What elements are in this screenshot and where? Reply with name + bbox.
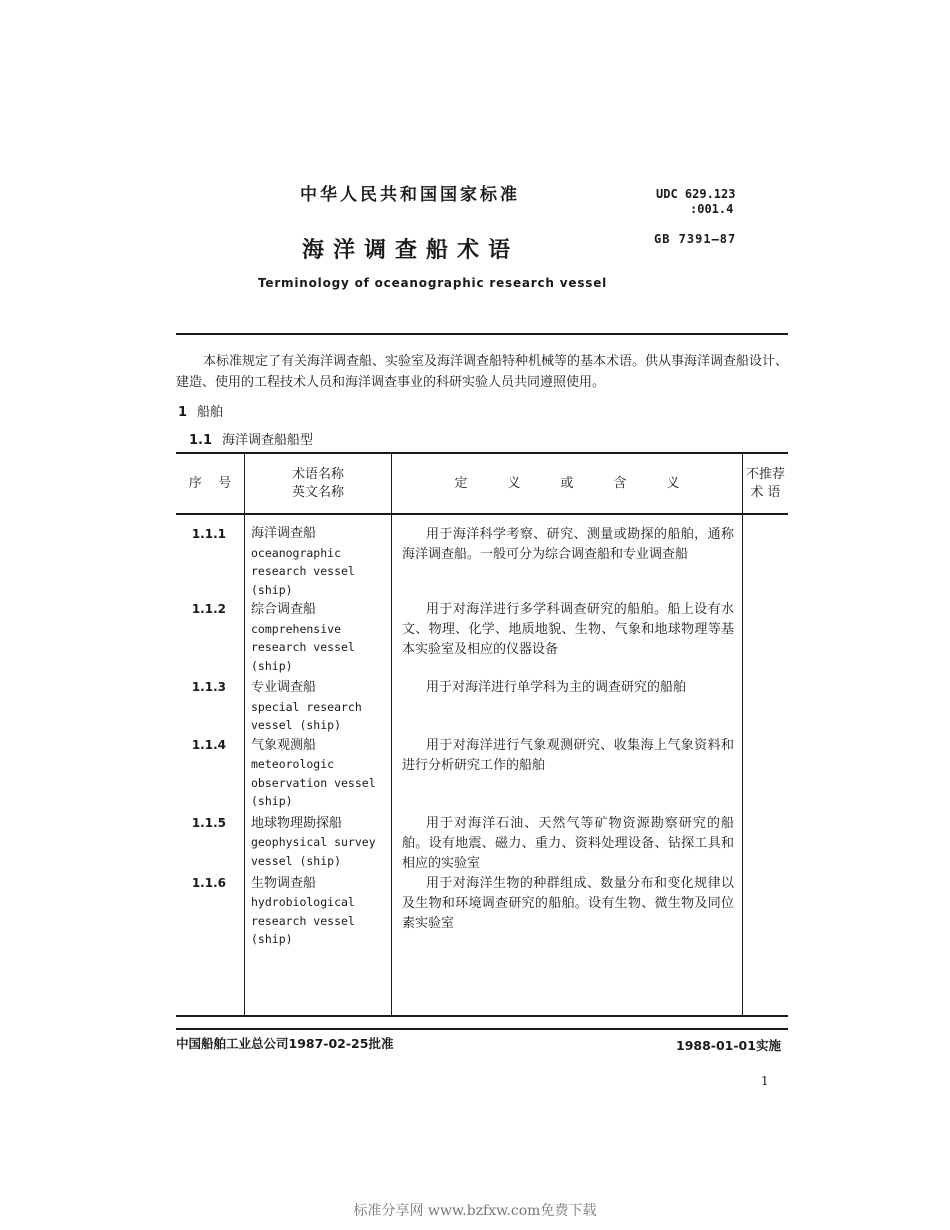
row-not-recommended (743, 814, 789, 874)
header-def-char-2: 义 (507, 475, 521, 491)
term-cn: 海洋调查船 (251, 526, 317, 541)
issuing-authority: 中华人民共和国国家标准 (300, 185, 520, 205)
section-1-1-heading (189, 429, 313, 448)
row-term (245, 814, 392, 874)
section-1-1-title: 海洋调查船船型 (222, 433, 314, 448)
row-definition: 用于海洋科学考察、研究、测量或勘探的船舶，通称海洋调查船。一般可分为综合调查船和专业调查船 (392, 514, 743, 600)
header-notrec-line-1: 不推荐 (745, 466, 785, 482)
table-row (176, 678, 788, 736)
row-definition: 用于对海洋进行单学科为主的调查研究的船舶 (392, 678, 743, 736)
term-en: special research vessel (ship) (251, 699, 362, 732)
row-not-recommended (743, 736, 789, 814)
header-term-cn: 术语名称 (291, 466, 344, 482)
term-cn: 专业调查船 (251, 680, 317, 695)
row-term (245, 514, 392, 600)
approval-statement: 中国船舶工业总公司1987-02-25批准 (176, 1036, 394, 1051)
term-en: geophysical survey vessel (ship) (251, 835, 376, 868)
udc-line-1: UDC 629.123 (656, 187, 736, 201)
document-title: 海洋调查船术语 (302, 238, 520, 263)
row-not-recommended (743, 600, 789, 678)
section-1-1-number: 1.1 (189, 433, 213, 448)
section-1-heading (178, 401, 223, 420)
document-title-en: Terminology of oceanographic research vessel (258, 276, 608, 290)
row-not-recommended (743, 874, 789, 1016)
row-number: 1.1.2 (191, 602, 226, 616)
header-def-char-4: 含 (613, 475, 627, 491)
header-notrec-line-2: 术 语 (750, 484, 781, 500)
header-def-char-3: 或 (560, 475, 574, 491)
header-term (245, 453, 392, 514)
term-en: comprehensive research vessel (ship) (251, 621, 355, 673)
row-term (245, 600, 392, 678)
table-header-row (176, 453, 788, 514)
intro-paragraph: 本标准规定了有关海洋调查船、实验室及海洋调查船特种机械等的基本术语。供从事海洋调查船设计、建造、使用的工程技术人员和海洋调查事业的科研实验人员共同遵照使用。 (176, 354, 789, 390)
table-row (176, 736, 788, 814)
header-divider (176, 333, 788, 335)
gb-standard-code: GB 7391—87 (654, 232, 737, 246)
table-row (176, 814, 788, 874)
row-number: 1.1.4 (191, 737, 226, 752)
page-number: 1 (761, 1074, 769, 1088)
header-seq-b: 号 (218, 475, 232, 491)
header-definition (392, 453, 743, 514)
term-cn: 地球物理勘探船 (251, 815, 343, 831)
section-1-number: 1 (178, 405, 188, 420)
effective-date: 1988-01-01实施 (676, 1038, 781, 1053)
footer-divider (176, 1028, 788, 1030)
term-en: meteorologic observation vessel (ship) (251, 757, 376, 808)
term-cn: 气象观测船 (251, 737, 317, 753)
header-seq-a: 序 (188, 475, 202, 491)
row-number: 1.1.3 (191, 680, 226, 694)
term-cn: 生物调查船 (251, 875, 317, 891)
header-term-en: 英文名称 (291, 484, 344, 500)
row-number: 1.1.5 (191, 815, 226, 830)
row-not-recommended (743, 678, 789, 736)
row-term (245, 678, 392, 736)
row-definition: 用于对海洋生物的种群组成、数量分布和变化规律以及生物和环境调查研究的船舶。设有生物、微生物及同位素实验室 (392, 874, 743, 1016)
row-number: 1.1.1 (191, 527, 226, 541)
terms-table (176, 452, 788, 1017)
term-cn: 综合调查船 (251, 602, 317, 617)
row-definition: 用于对海洋进行多学科调查研究的船舶。船上设有水文、物理、化学、地质地貌、生物、气象和地球物理等基本实验室及相应的仪器设备 (392, 600, 743, 678)
term-en: hydrobiological research vessel (ship) (251, 895, 355, 946)
header-seq (176, 453, 245, 514)
row-definition: 用于对海洋进行气象观测研究、收集海上气象资料和进行分析研究工作的船舶 (392, 736, 743, 814)
row-term (245, 736, 392, 814)
row-not-recommended (743, 514, 789, 600)
header-def-char-1: 定 (454, 475, 468, 491)
row-term (245, 874, 392, 1016)
table-row (176, 874, 788, 1016)
row-number: 1.1.6 (176, 874, 245, 1016)
header-not-recommended (743, 453, 789, 514)
download-watermark: 标准分享网 www.bzfxw.com免费下载 (353, 1203, 597, 1219)
table-row (176, 600, 788, 678)
udc-code (656, 187, 756, 217)
section-1-title: 船舶 (197, 405, 224, 420)
udc-line-2: :001.4 (690, 202, 734, 216)
table-row (176, 514, 788, 600)
header-def-char-5: 义 (666, 475, 680, 491)
row-definition: 用于对海洋石油、天然气等矿物资源勘察研究的船舶。设有地震、磁力、重力、资料处理设备、钻探工具和相应的实验室 (392, 814, 743, 874)
term-en: oceanographic research vessel (ship) (251, 545, 355, 597)
